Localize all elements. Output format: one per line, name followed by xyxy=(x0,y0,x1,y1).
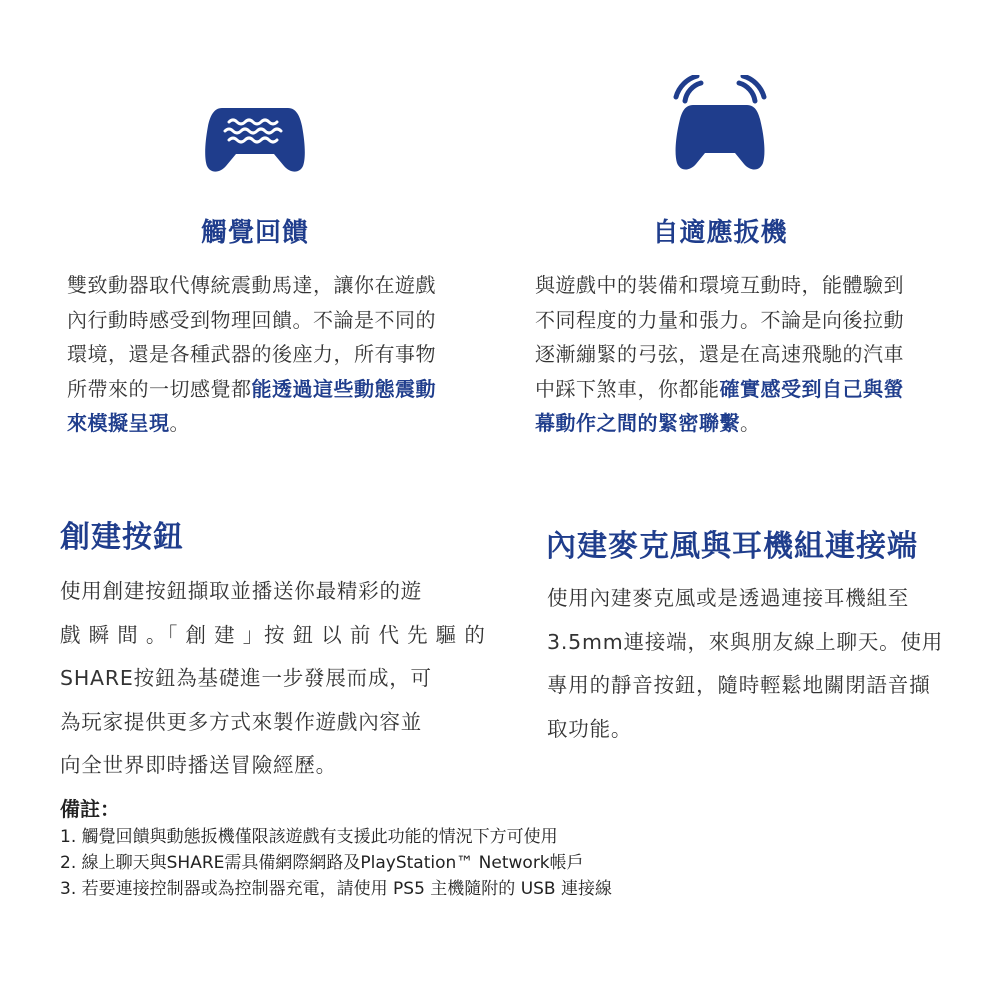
adaptive-trigger-title: 自適應扳機 xyxy=(652,218,788,248)
highlight-text: 來模擬呈現 xyxy=(67,411,170,435)
description-line: 使用內建麥克風或是透過連接耳機組至 xyxy=(547,586,910,610)
description-line: 環境，還是各種武器的後座力，所有事物 xyxy=(67,342,436,366)
description-line: 專用的靜音按鈕，隨時輕鬆地關閉語音擷 xyxy=(547,673,931,697)
haptic-feedback-description xyxy=(67,268,447,441)
description-line: 戲 瞬 間 。「 創 建 」按 鈕 以 前 代 先 驅 的 xyxy=(60,622,486,647)
description-line: 使用創建按鈕擷取並播送你最精彩的遊 xyxy=(60,579,423,603)
create-button-description xyxy=(60,570,486,788)
description-line: SHARE按鈕為基礎進一步發展而成，可 xyxy=(60,666,432,690)
description-line: 雙致動器取代傳統震動馬達，讓你在遊戲 xyxy=(67,273,436,297)
note-item: 2. 線上聊天與SHARE需具備網際網路及PlayStation™ Network帳戶 xyxy=(60,853,584,873)
description-line: 內行動時感受到物理回饋。不論是不同的 xyxy=(67,307,436,332)
notes-section xyxy=(60,794,940,902)
microphone-headset-section-title: 內建麥克風與耳機組連接端 xyxy=(546,529,918,564)
description-line: 來模擬呈現。 xyxy=(67,411,190,435)
note-item: 3. 若要連接控制器或為控制器充電，請使用 PS5 主機隨附的 USB 連接線 xyxy=(60,879,612,899)
description-line: 幕動作之間的緊密聯繫。 xyxy=(535,411,761,435)
note-item: 1. 觸覺回饋與動態扳機僅限該遊戲有支援此功能的情況下方可使用 xyxy=(60,827,558,847)
highlight-text: 確實感受到自己與螢 xyxy=(719,376,904,401)
adaptive-trigger-description xyxy=(535,268,925,441)
adaptive-trigger-controller-icon xyxy=(665,75,775,187)
description-line: 所帶來的一切感覺都能透過這些動態震動 xyxy=(67,376,436,401)
description-line: 向全世界即時播送冒險經歷。 xyxy=(60,753,337,777)
haptic-controller-icon xyxy=(200,92,310,192)
description-line: 與遊戲中的裝備和環境互動時，能體驗到 xyxy=(535,273,904,297)
description-line: 逐漸繃緊的弓弦，還是在高速飛馳的汽車 xyxy=(535,342,904,366)
notes-title: 備註： xyxy=(60,797,120,821)
description-line: 為玩家提供更多方式來製作遊戲內容並 xyxy=(60,709,423,734)
description-line: 3.5mm連接端，來與朋友線上聊天。使用 xyxy=(547,629,944,654)
highlight-text: 能透過這些動態震動 xyxy=(251,376,436,401)
description-line: 不同程度的力量和張力。不論是向後拉動 xyxy=(535,307,904,332)
description-line: 中踩下煞車，你都能確實感受到自己與螢 xyxy=(535,376,904,401)
description-line: 取功能。 xyxy=(547,716,633,741)
highlight-text: 幕動作之間的緊密聯繫 xyxy=(535,411,740,435)
haptic-feedback-title: 觸覺回饋 xyxy=(200,218,309,248)
create-button-section-title: 創建按鈕 xyxy=(60,520,184,555)
microphone-headset-description xyxy=(547,577,944,751)
